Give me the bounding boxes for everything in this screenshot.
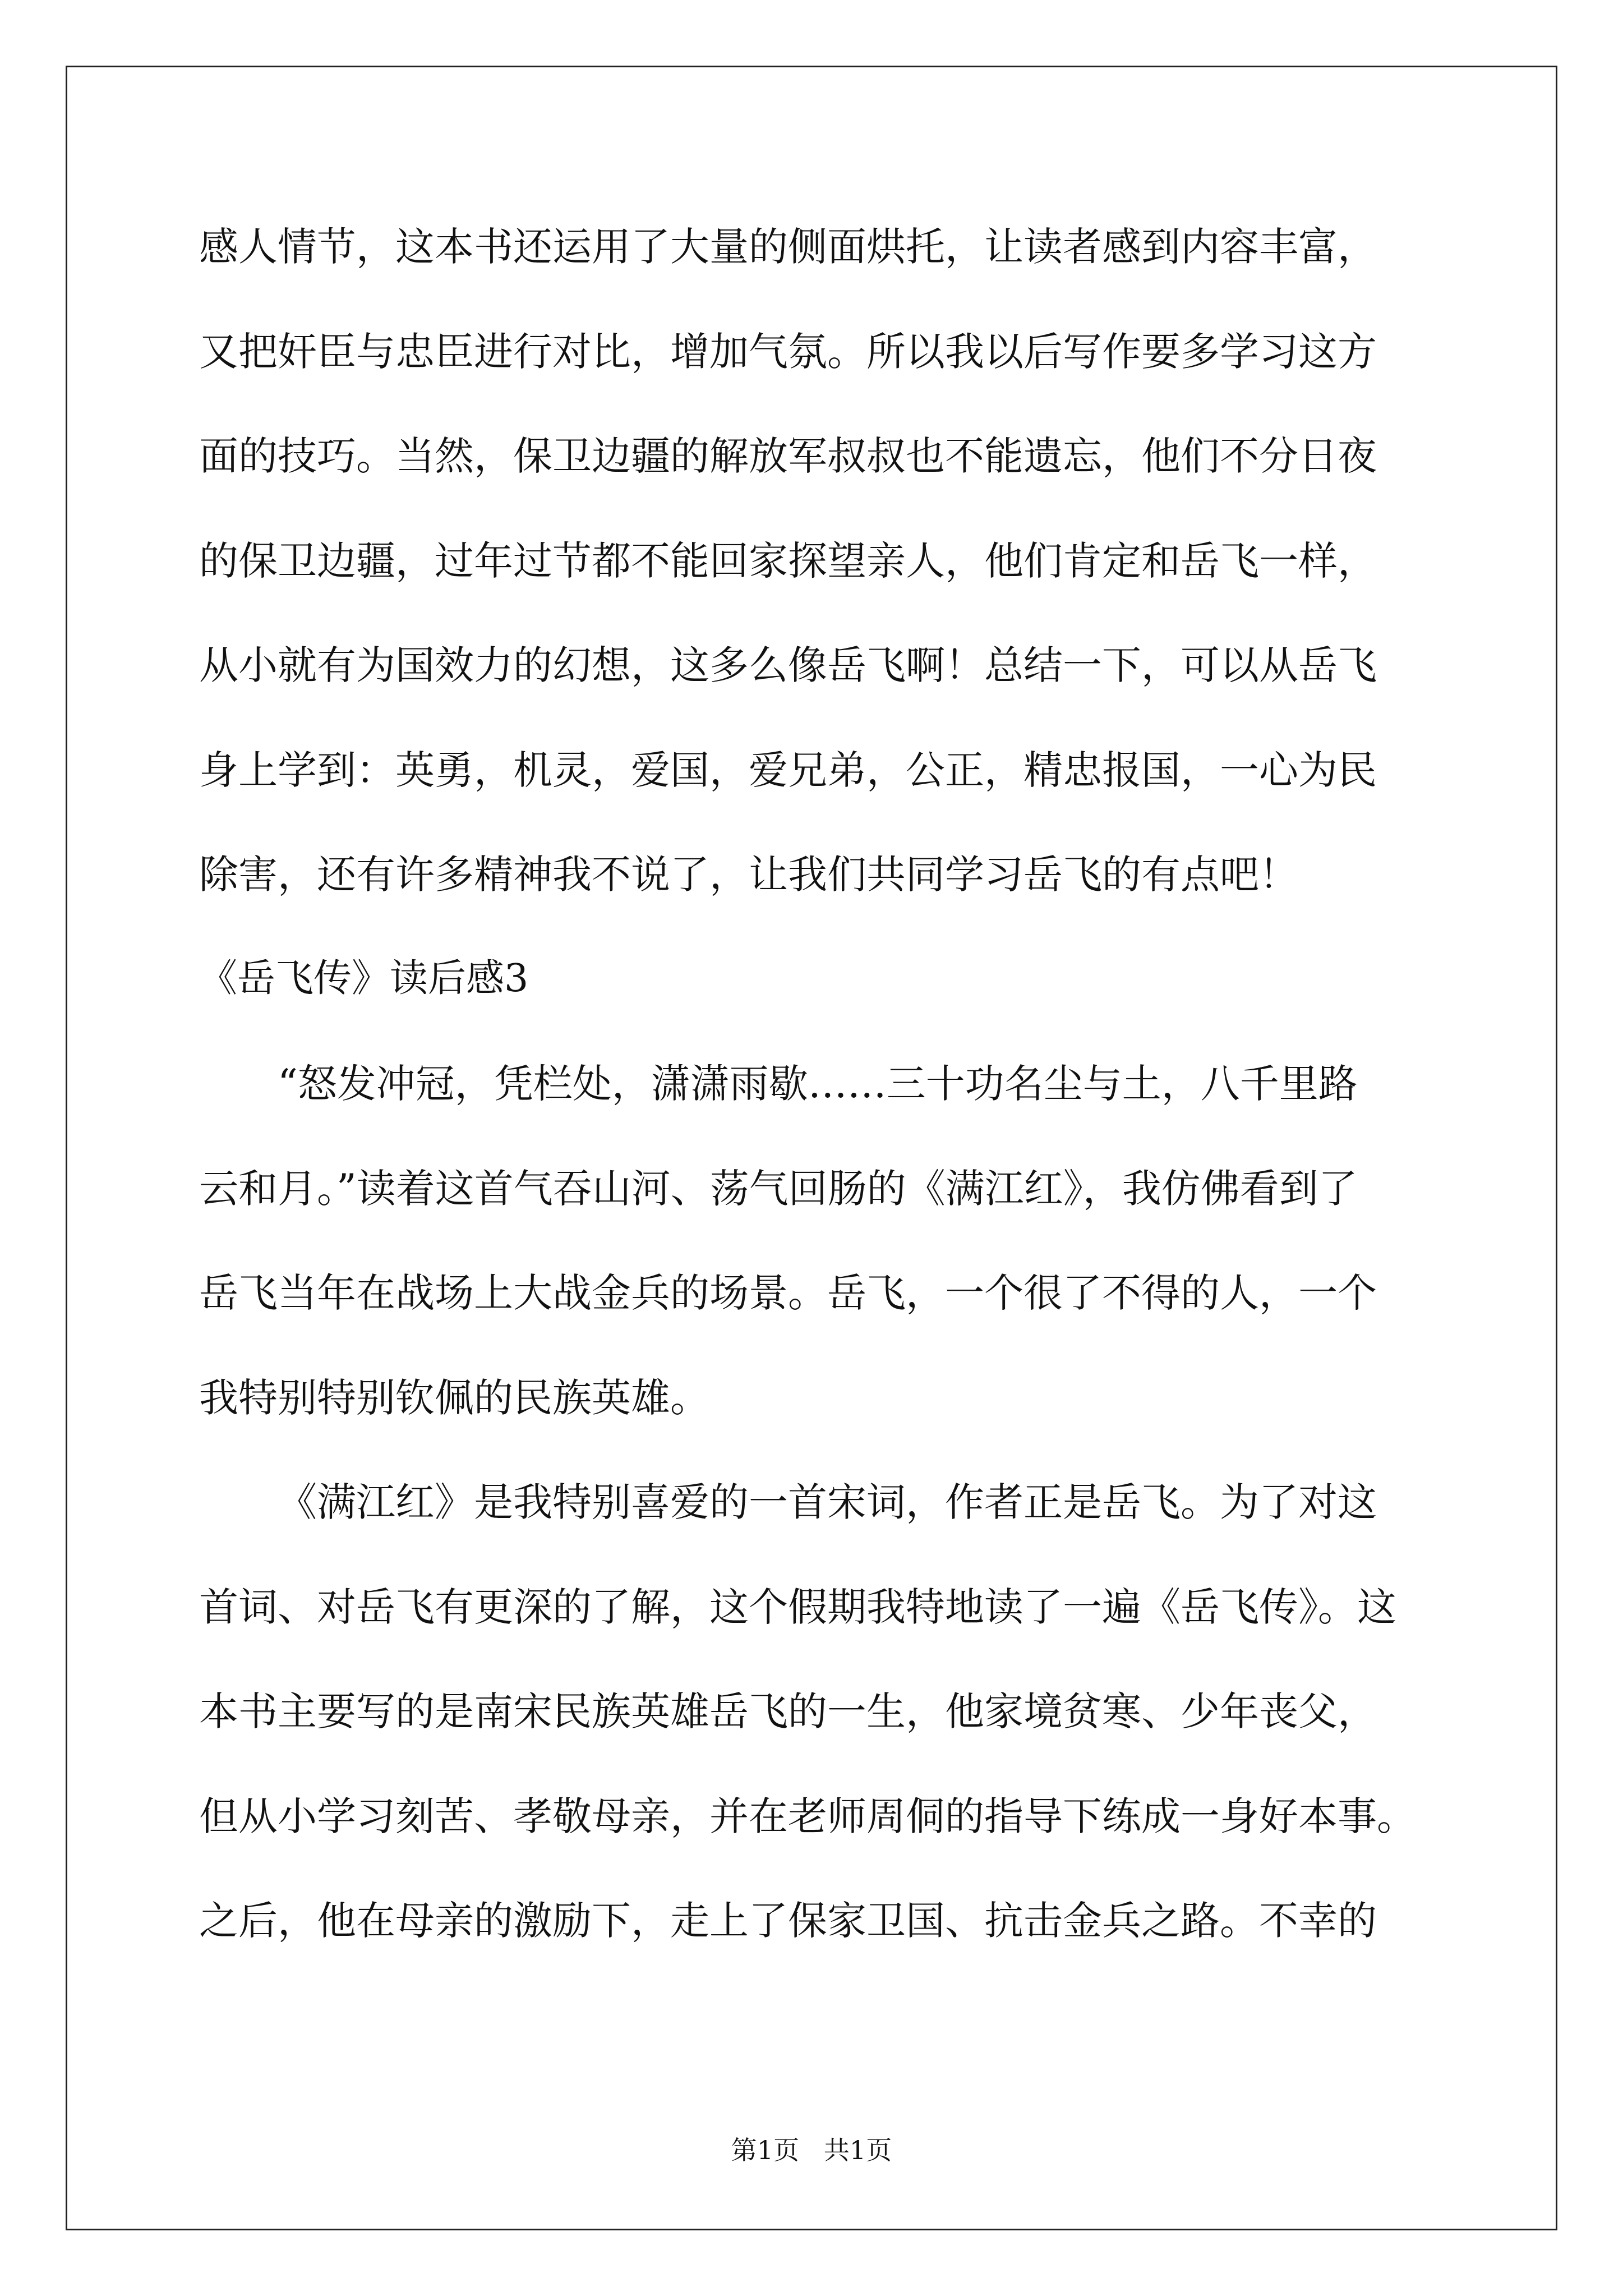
text-line: 首词、对岳飞有更深的了解，这个假期我特地读了一遍《岳飞传》。这 (199, 1584, 1396, 1630)
paragraph-first-line: “怒发冲冠，凭栏处，潇潇雨歇……三十功名尘与土，八千里路 (278, 1061, 1358, 1107)
section-heading: 《岳飞传》读后感3 (199, 956, 529, 1001)
text-line: 之后，他在母亲的激励下，走上了保家卫国、抗击金兵之路。不幸的 (199, 1898, 1377, 1944)
text-line: 的保卫边疆，过年过节都不能回家探望亲人，他们肯定和岳飞一样， (199, 538, 1377, 584)
text-line: 岳飞当年在战场上大战金兵的场景。岳飞，一个很了不得的人，一个 (199, 1270, 1377, 1316)
page-footer: 第1页 共1页 (731, 2135, 892, 2165)
text-line: 但从小学习刻苦、孝敬母亲，并在老师周侗的指导下练成一身好本事。 (199, 1793, 1416, 1839)
text-line: 感人情节，这本书还运用了大量的侧面烘托，让读者感到内容丰富， (199, 224, 1377, 270)
text-line: 从小就有为国效力的幻想，这多么像岳飞啊！总结一下，可以从岳飞 (199, 642, 1377, 688)
text-line: 我特别特别钦佩的民族英雄。 (199, 1375, 709, 1421)
paragraph-first-line: 《满江红》是我特别喜爱的一首宋词，作者正是岳飞。为了对这 (278, 1479, 1377, 1525)
text-line: 除害，还有许多精神我不说了，让我们共同学习岳飞的有点吧！ (199, 852, 1298, 898)
text-line: 本书主要写的是南宋民族英雄岳飞的一生，他家境贫寒、少年丧父， (199, 1688, 1377, 1734)
text-line: 身上学到：英勇，机灵，爱国，爱兄弟，公正，精忠报国，一心为民 (199, 747, 1377, 793)
text-line: 云和月。”读着这首气吞山河、荡气回肠的《满江红》，我仿佛看到了 (199, 1166, 1358, 1212)
text-line: 面的技巧。当然，保卫边疆的解放军叔叔也不能遗忘，他们不分日夜 (199, 433, 1377, 479)
text-line: 又把奸臣与忠臣进行对比，增加气氛。所以我以后写作要多学习这方 (199, 329, 1377, 375)
